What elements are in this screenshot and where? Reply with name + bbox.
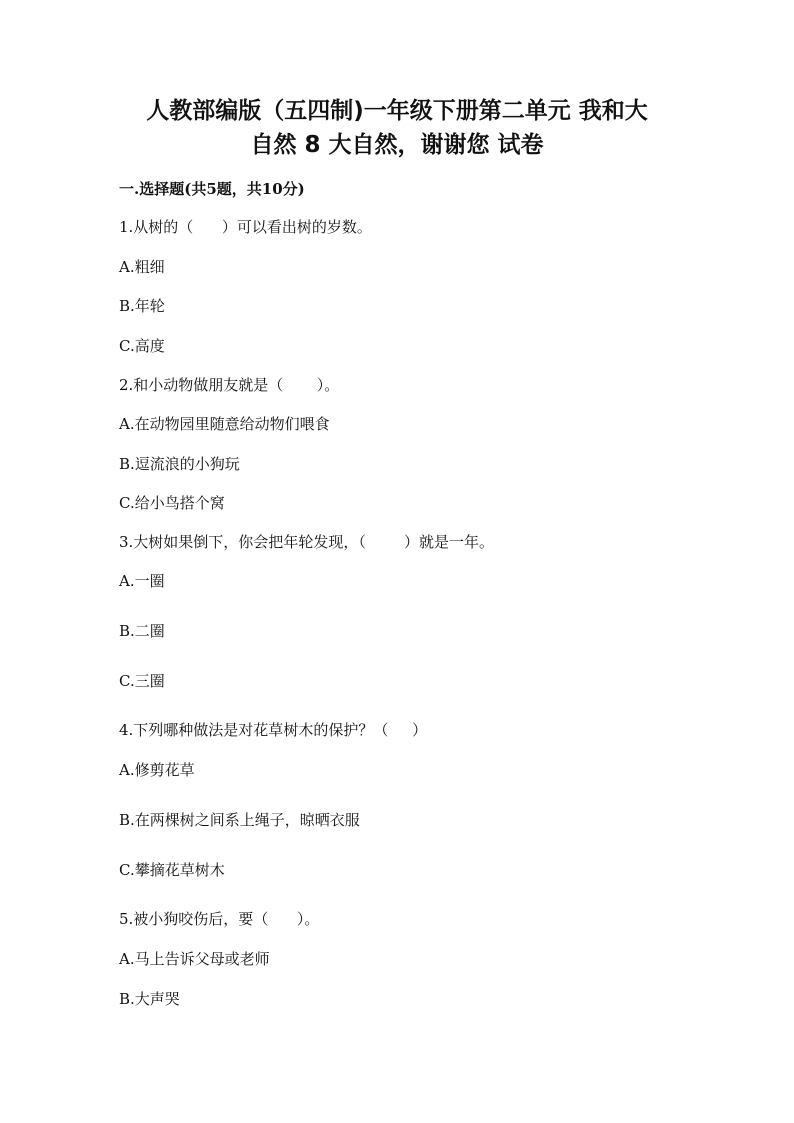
- question-2-option-b: B.逗流浪的小狗玩: [119, 455, 240, 473]
- question-5-option-b: B.大声哭: [119, 990, 180, 1008]
- question-1-option-a: A.粗细: [119, 258, 165, 276]
- question-1-option-c: C.高度: [119, 337, 165, 355]
- question-5-option-a: A.马上告诉父母或老师: [119, 950, 270, 968]
- question-1-stem: 1.从树的（ ）可以看出树的岁数。: [119, 218, 372, 236]
- question-4-option-a: A.修剪花草: [119, 761, 195, 779]
- question-2-stem: 2.和小动物做朋友就是（ ）。: [119, 376, 340, 394]
- section-heading: 一.选择题(共5题，共10分): [119, 180, 305, 198]
- question-4-option-b: B.在两棵树之间系上绳子，晾晒衣服: [119, 811, 360, 829]
- question-1-option-b: B.年轮: [119, 297, 165, 315]
- question-3-stem: 3.大树如果倒下，你会把年轮发现，（ ）就是一年。: [119, 533, 494, 551]
- question-2-option-c: C.给小鸟搭个窝: [119, 494, 225, 512]
- question-3-option-b: B.二圈: [119, 622, 165, 640]
- question-4-option-c: C.攀摘花草树木: [119, 861, 225, 879]
- question-5-stem: 5.被小狗咬伤后，要（ ）。: [119, 910, 320, 928]
- question-3-option-c: C.三圈: [119, 672, 165, 690]
- question-4-stem: 4.下列哪种做法是对花草树木的保护？（ ）: [119, 721, 428, 739]
- question-3-option-a: A.一圈: [119, 572, 165, 590]
- question-2-option-a: A.在动物园里随意给动物们喂食: [119, 415, 330, 433]
- document-title-line-1: 人教部编版（五四制)一年级下册第二单元 我和大: [146, 98, 648, 124]
- document-title-line-2: 自然 8 大自然，谢谢您 试卷: [250, 132, 544, 158]
